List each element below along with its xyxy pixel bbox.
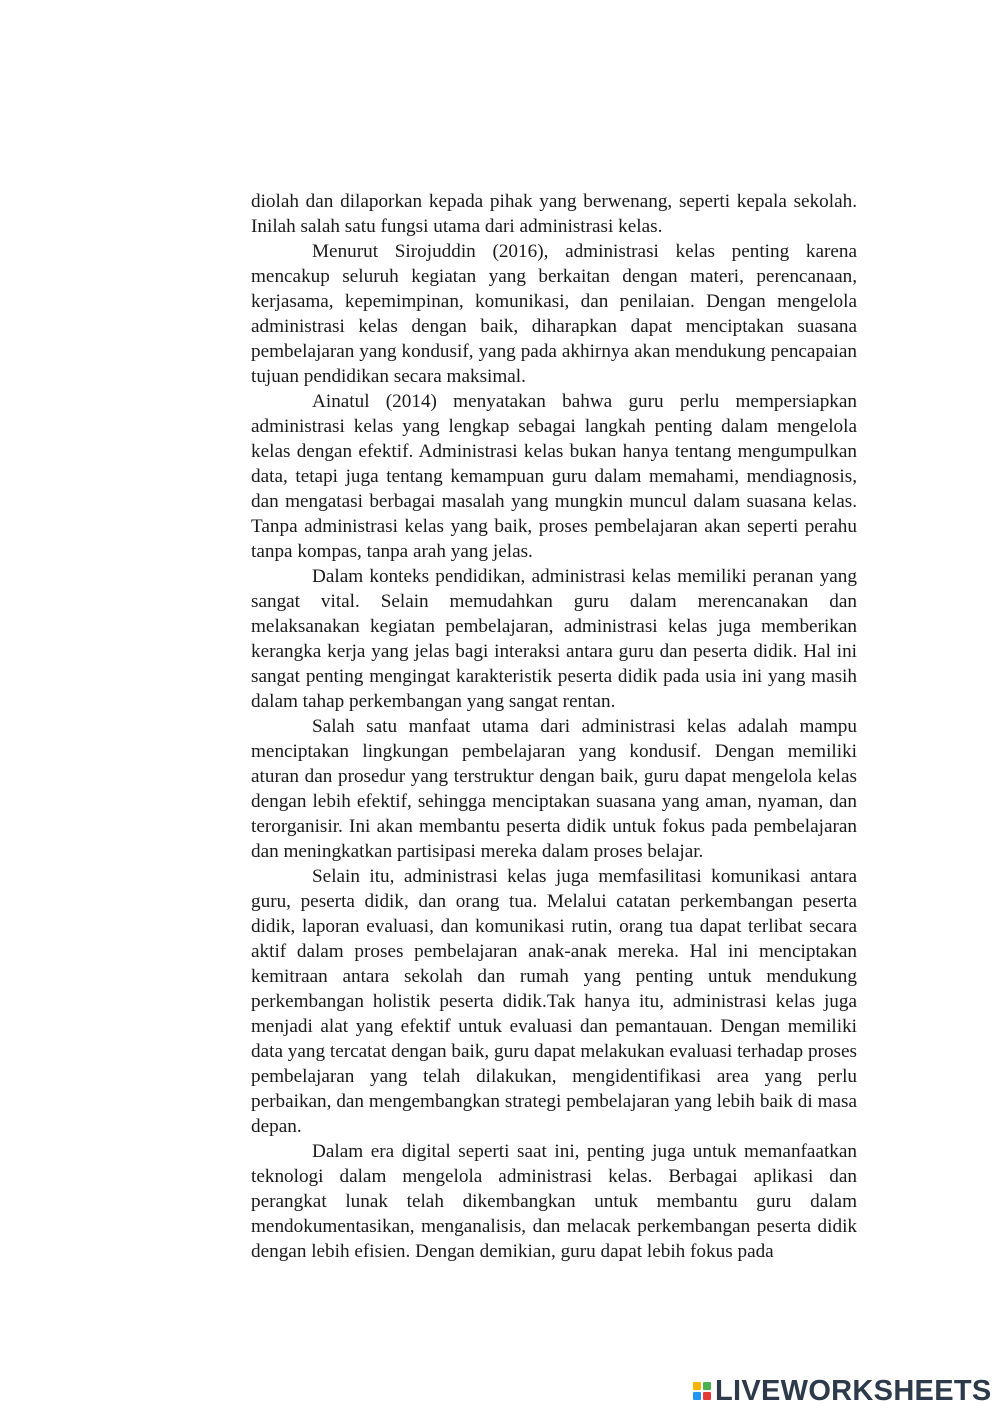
document-body <box>251 189 857 1264</box>
liveworksheets-logo-icon <box>693 1382 711 1400</box>
brand-name: LIVEWORKSHEETS <box>715 1374 992 1407</box>
paragraph-sirojuddin: Menurut Sirojuddin (2016), administrasi kelas penting karena mencakup seluruh kegiatan yang berkaitan dengan materi, perencanaan, kerjasama, kepemimpinan, komunikasi, dan penilaian. Dengan mengelola administrasi kelas dengan baik, diharapkan dapat menciptakan suasana pembelajaran yang kondusif, yang pada akhirnya akan mendukung pencapaian tujuan pendidikan secara maksimal. <box>251 241 857 387</box>
paragraph-manfaat-utama: Salah satu manfaat utama dari administrasi kelas adalah mampu menciptakan lingkungan pembelajaran yang kondusif. Dengan memiliki aturan dan prosedur yang terstruktur dengan baik, guru dapat mengelola kelas dengan lebih efektif, sehingga menciptakan suasana yang aman, nyaman, dan terorganisir. Ini akan membantu peserta didik untuk fokus pada pembelajaran dan meningkatkan partisipasi mereka dalam proses belajar. <box>251 716 857 862</box>
paragraph-komunikasi: Selain itu, administrasi kelas juga memfasilitasi komunikasi antara guru, peserta didik, dan orang tua. Melalui catatan perkembangan peserta didik, laporan evaluasi, dan komunikasi rutin, orang tua dapat terlibat secara aktif dalam proses pembelajaran anak-anak mereka. Hal ini menciptakan kemitraan antara sekolah dan rumah yang penting untuk mendukung perkembangan holistik peserta didik.Tak hanya itu, administrasi kelas juga menjadi alat yang efektif untuk evaluasi dan pemantauan. Dengan memiliki data yang tercatat dengan baik, guru dapat melakukan evaluasi terhadap proses pembelajaran yang telah dilakukan, mengidentifikasi area yang perlu perbaikan, dan mengembangkan strategi pembelajaran yang lebih baik di masa depan. <box>251 866 857 1137</box>
paragraph-konteks-pendidikan: Dalam konteks pendidikan, administrasi kelas memiliki peranan yang sangat vital. Selain memudahkan guru dalam merencanakan dan melaksanakan kegiatan pembelajaran, administrasi kelas juga memberikan kerangka kerja yang jelas bagi interaksi antara guru dan peserta didik. Hal ini sangat penting mengingat karakteristik peserta didik pada usia ini yang masih dalam tahap perkembangan yang sangat rentan. <box>251 566 857 712</box>
liveworksheets-brand <box>693 1374 992 1408</box>
paragraph-era-digital: Dalam era digital seperti saat ini, penting juga untuk memanfaatkan teknologi dalam mengelola administrasi kelas. Berbagai aplikasi dan perangkat lunak telah dikembangkan untuk membantu guru dalam mendokumentasikan, menganalisis, dan melacak perkembangan peserta didik dengan lebih efisien. Dengan demikian, guru dapat lebih fokus pada <box>251 1141 857 1262</box>
paragraph-ainatul: Ainatul (2014) menyatakan bahwa guru perlu mempersiapkan administrasi kelas yang lengkap sebagai langkah penting dalam mengelola kelas dengan efektif. Administrasi kelas bukan hanya tentang mengumpulkan data, tetapi juga tentang kemampuan guru dalam memahami, mendiagnosis, dan mengatasi berbagai masalah yang mungkin muncul dalam suasana kelas. Tanpa administrasi kelas yang baik, proses pembelajaran akan seperti perahu tanpa kompas, tanpa arah yang jelas. <box>251 391 857 562</box>
paragraph-continuation: diolah dan dilaporkan kepada pihak yang berwenang, seperti kepala sekolah. Inilah salah satu fungsi utama dari administrasi kelas. <box>251 191 857 237</box>
